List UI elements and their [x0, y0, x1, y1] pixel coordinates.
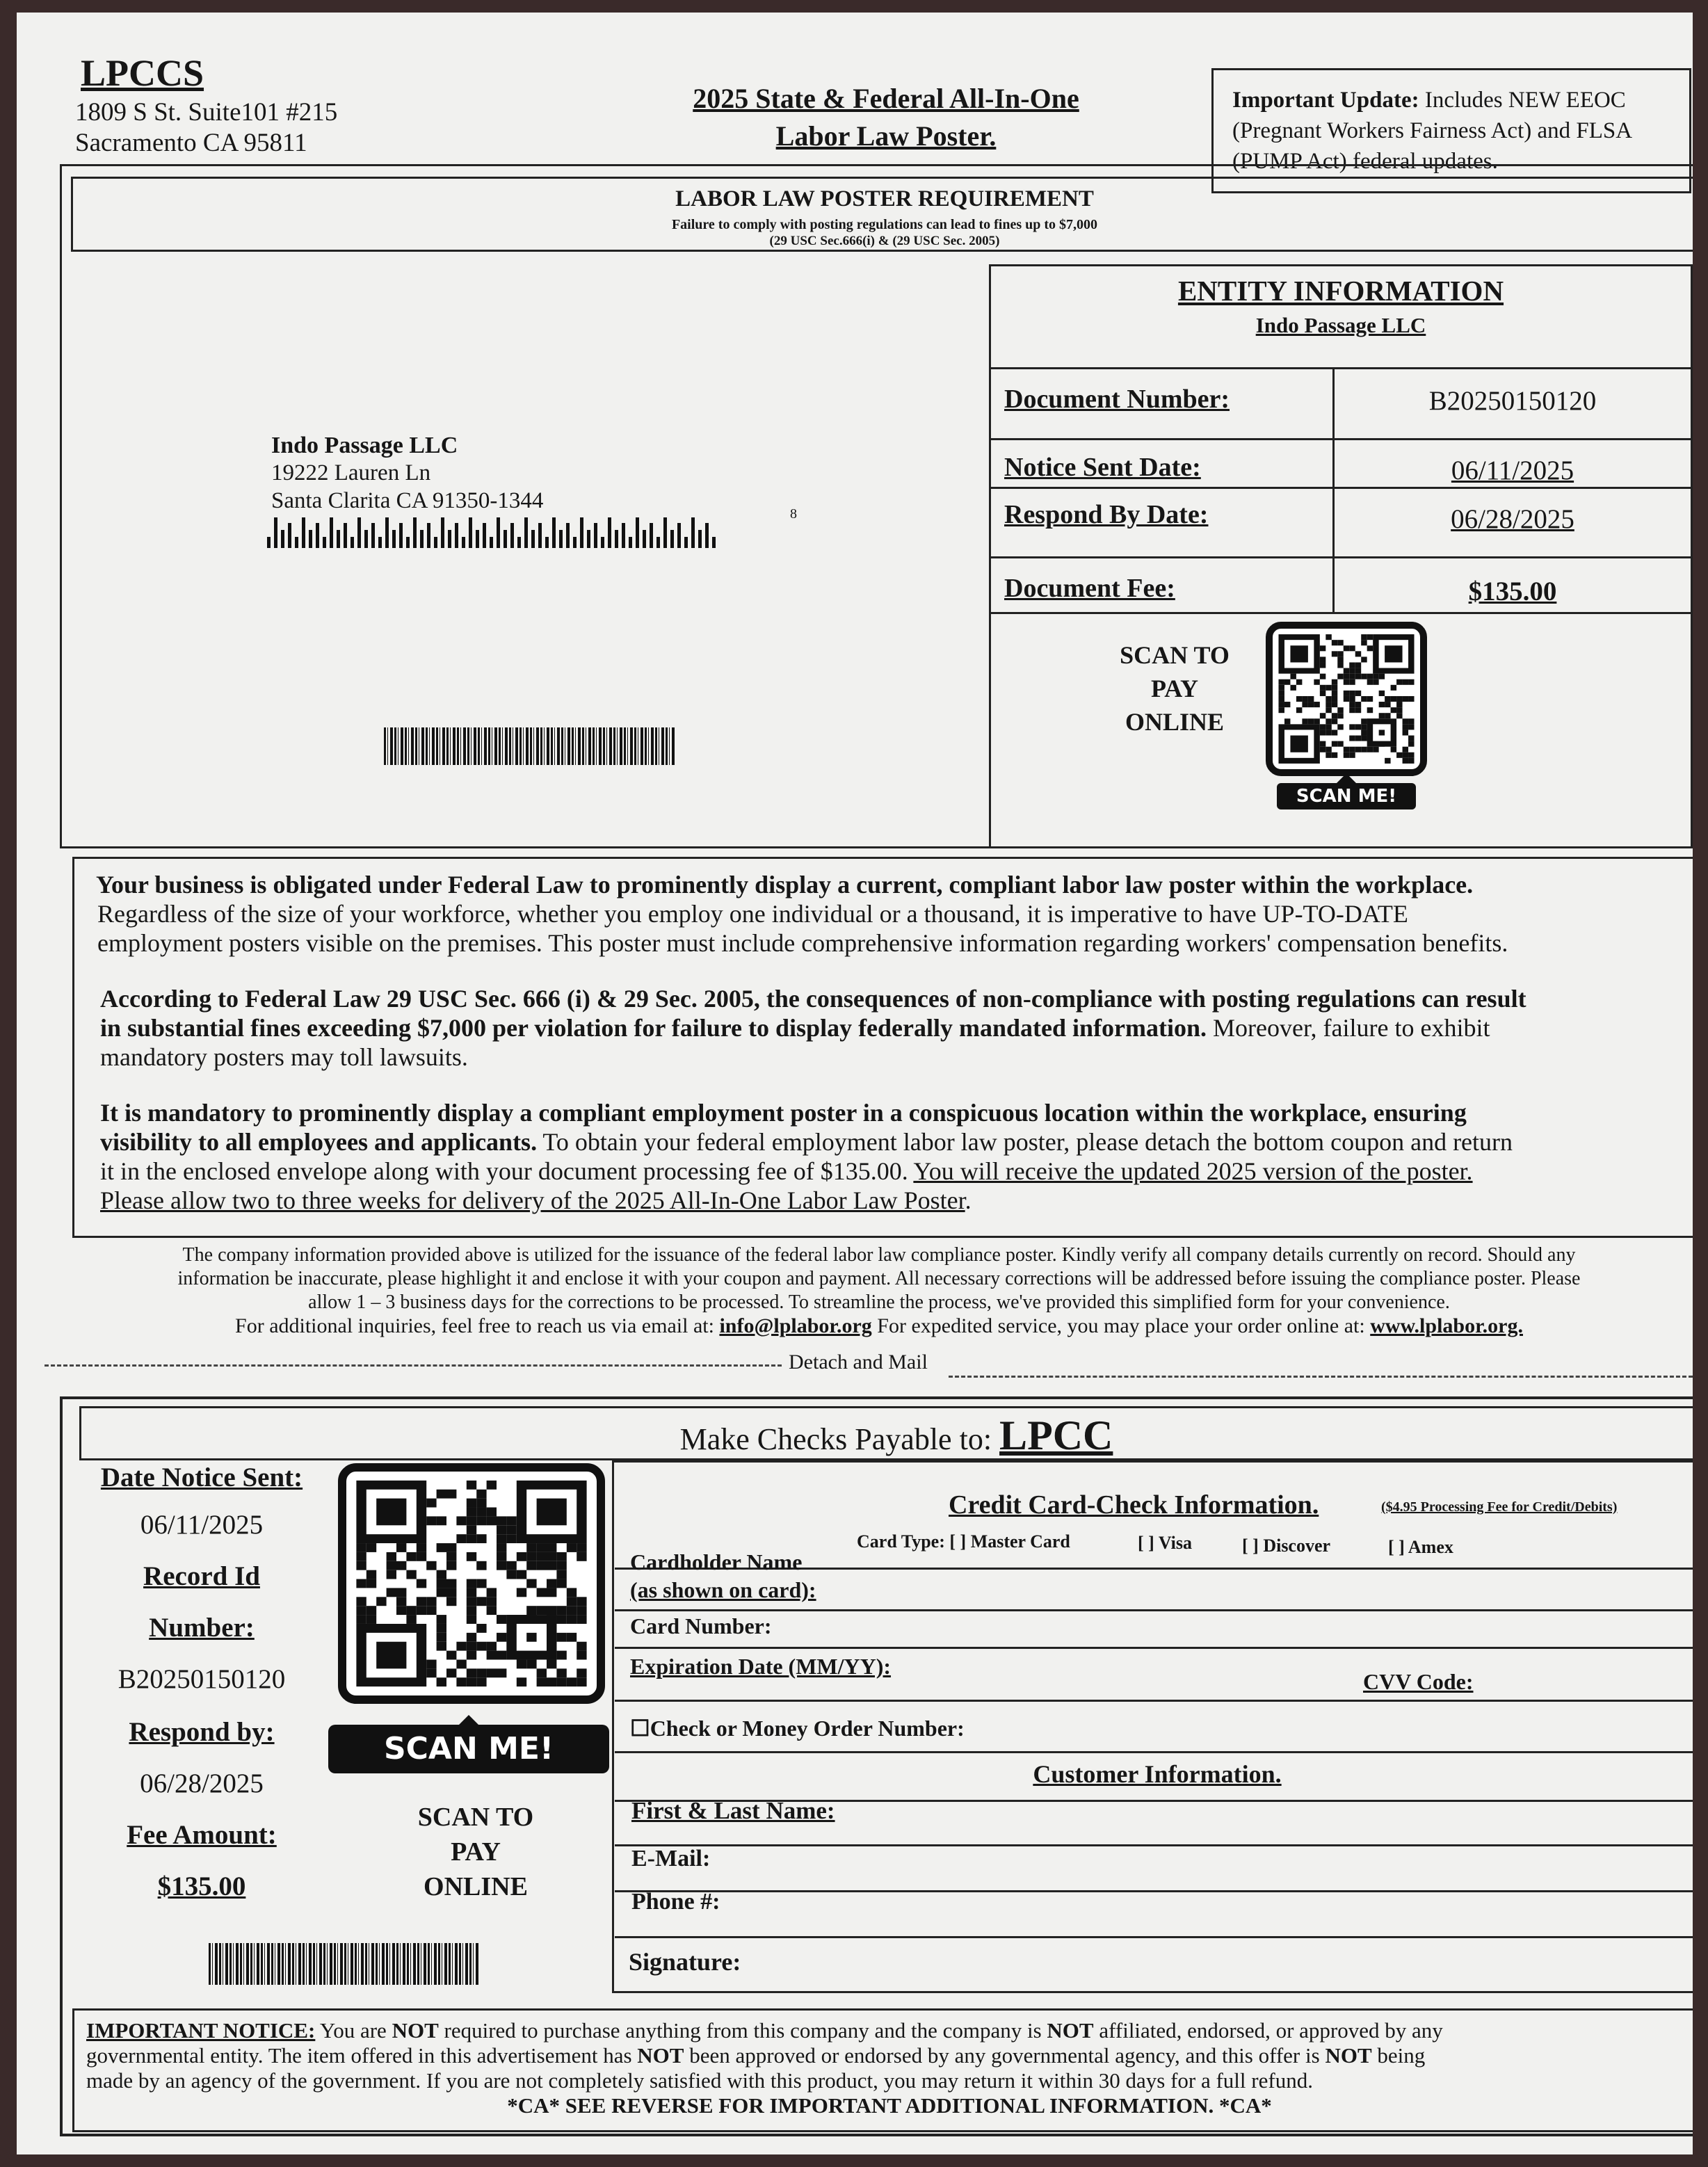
notice-not-2: NOT: [1047, 2018, 1094, 2043]
company-info-fine-print: [58, 1243, 1693, 1338]
expedited-text: For expedited service, you may place your order online at:: [871, 1314, 1371, 1337]
requirement-title: LABOR LAW POSTER REQUIREMENT: [675, 186, 1094, 211]
notice-text-2: required to purchase anything from this company and the company is: [438, 2018, 1047, 2043]
scan-text-1: SCAN TO: [1120, 641, 1230, 669]
phone-input[interactable]: [740, 1894, 1693, 1933]
important-update-text-2: (Pregnant Workers Fairness Act) and FLSA: [1232, 118, 1633, 143]
signature-input[interactable]: [768, 1940, 1693, 1989]
payable-name: LPCC: [999, 1412, 1113, 1458]
scan-to-pay-text-top: [1074, 638, 1275, 739]
email-label: E-Mail:: [631, 1846, 711, 1871]
entity-divider-2: [989, 438, 1693, 440]
coupon-fee-amount-value: $135.00: [157, 1871, 246, 1901]
notice-not-3: NOT: [637, 2043, 684, 2068]
paragraph-3-period: .: [965, 1186, 972, 1214]
recipient-name: Indo Passage LLC: [271, 433, 458, 458]
card-type-discover[interactable]: [ ] Discover: [1242, 1536, 1331, 1556]
notice-label: IMPORTANT NOTICE:: [86, 2018, 316, 2043]
fine-print-line-3: allow 1 – 3 business days for the corrections to be processed. To streamline the process, we've provided this simplified form for your convenience.: [308, 1291, 1450, 1313]
coupon-scan-text-3: ONLINE: [424, 1872, 528, 1901]
notice-line-4: *CA* SEE REVERSE FOR IMPORTANT ADDITIONAL INFORMATION. *CA*: [507, 2093, 1272, 2118]
form-line-8: [615, 1890, 1693, 1892]
paragraph-1-line-3: employment posters visible on the premises. This poster must include comprehensive information regarding workers' compensation benefits.: [97, 929, 1508, 957]
notice-not-4: NOT: [1325, 2043, 1372, 2068]
notice-sent-date-label: Notice Sent Date:: [1004, 453, 1201, 482]
important-notice-text: [86, 2018, 1693, 2118]
paragraph-3-line-4: [100, 1186, 972, 1215]
paragraph-3-normal: To obtain your federal employment labor law poster, please detach the bottom coupon and return: [537, 1128, 1513, 1156]
entity-company: Indo Passage LLC: [1255, 313, 1426, 337]
form-line-7: [615, 1844, 1693, 1846]
scan-me-badge-coupon: SCAN ME!: [328, 1725, 609, 1773]
card-type-mastercard[interactable]: Card Type: [ ] Master Card: [857, 1531, 1070, 1552]
entity-divider-4: [989, 556, 1693, 558]
postal-barcode: [267, 517, 716, 548]
document-fee-label: Document Fee:: [1004, 574, 1175, 603]
paragraph-3-receive-text: You will receive the updated 2025 version of the poster.: [913, 1157, 1473, 1185]
sender-address-line2: Sacramento CA 95811: [75, 129, 307, 157]
contact-email-link[interactable]: info@lplabor.org: [719, 1314, 872, 1337]
signature-label: Signature:: [629, 1948, 741, 1976]
email-input[interactable]: [726, 1848, 1693, 1887]
important-update-text-3: (PUMP Act) federal updates.: [1232, 149, 1498, 174]
coupon-record-id-label: Record Id: [143, 1561, 260, 1591]
card-number-label: Card Number:: [630, 1613, 772, 1638]
paragraph-3-fee-text: it in the enclosed envelope along with your document processing fee of $135.00.: [100, 1157, 914, 1185]
payment-qr-code-coupon[interactable]: [338, 1463, 605, 1704]
notice-text-6: being: [1371, 2043, 1426, 2068]
entity-divider-3: [989, 487, 1693, 489]
form-line-9: [615, 1936, 1693, 1938]
coupon-scan-text-1: SCAN TO: [417, 1803, 534, 1832]
paragraph-2-line-1: According to Federal Law 29 USC Sec. 666 (i) & 29 Sec. 2005, the consequences of non-compliance with posting regulations can result: [100, 985, 1526, 1013]
detach-and-mail-label: Detach and Mail: [786, 1351, 930, 1374]
expiration-date-input[interactable]: [942, 1651, 1331, 1693]
entity-divider-1: [989, 367, 1693, 369]
card-number-input[interactable]: [803, 1612, 1693, 1645]
paragraph-2-line-2: [100, 1014, 1490, 1042]
paragraph-3-line-3: [100, 1157, 1473, 1186]
notice-line-1: [86, 2018, 1693, 2043]
paragraph-1-line-1: Your business is obligated under Federal Law to prominently display a current, compliant labor law poster within the workplace.: [96, 871, 1474, 899]
cvv-code-input[interactable]: [1505, 1661, 1693, 1695]
cardholder-name-input[interactable]: [851, 1570, 1693, 1605]
scan-text-2: PAY: [1150, 675, 1198, 702]
recipient-address-line1: 19222 Lauren Ln: [271, 460, 431, 485]
scan-to-pay-text-coupon: [364, 1800, 587, 1904]
cardholder-name-sublabel: (as shown on card):: [630, 1577, 816, 1602]
important-update-label: Important Update:: [1232, 88, 1419, 113]
inquiry-text: For additional inquiries, feel free to reach us via email at:: [235, 1314, 720, 1337]
recipient-address-line2: Santa Clarita CA 91350-1344: [271, 488, 544, 513]
credit-card-title: Credit Card-Check Information.: [949, 1490, 1319, 1520]
coupon-record-id-value: B20250150120: [118, 1664, 286, 1694]
form-line-4: [615, 1700, 1693, 1702]
entity-info-title: ENTITY INFORMATION: [1177, 275, 1504, 307]
paragraph-2-bold: in substantial fines exceeding $7,000 per violation for failure to display federally mandated information.: [100, 1014, 1207, 1042]
coupon-date-notice-value: 06/11/2025: [140, 1510, 264, 1540]
important-update-text-1: Includes NEW EEOC: [1419, 88, 1626, 113]
coupon-respond-by-value: 06/28/2025: [140, 1769, 264, 1798]
coupon-respond-by-label: Respond by:: [129, 1717, 275, 1747]
sender-name: LPCCS: [81, 52, 204, 94]
coupon-scan-text-2: PAY: [451, 1837, 501, 1867]
customer-info-title: Customer Information.: [1033, 1760, 1282, 1788]
respond-by-date-value: 06/28/2025: [1451, 504, 1574, 534]
paragraph-1-line-2: Regardless of the size of your workforce, whether you employ one individual or a thousand, it is imperative to have UP-TO-DATE: [97, 900, 1408, 928]
poster-title-line2: Labor Law Poster.: [775, 120, 997, 152]
fine-print-line-4: [58, 1314, 1693, 1338]
postal-mark: 8: [790, 506, 797, 522]
coupon-barcode: [209, 1943, 480, 1985]
notice-text-4: governmental entity. The item offered in this advertisement has: [86, 2043, 638, 2068]
notice-line-2: [86, 2043, 1693, 2068]
expiration-date-label: Expiration Date (MM/YY):: [630, 1654, 892, 1679]
document-fee-value: $135.00: [1468, 577, 1557, 606]
paragraph-3-delivery-text: Please allow two to three weeks for delivery of the 2025 All-In-One Labor Law Poster: [100, 1186, 965, 1214]
notice-text-1: You are: [315, 2018, 392, 2043]
scan-text-3: ONLINE: [1125, 708, 1225, 736]
phone-label: Phone #:: [631, 1889, 720, 1915]
notice-not-1: NOT: [392, 2018, 439, 2043]
first-last-name-input[interactable]: [879, 1804, 1693, 1843]
processing-fee-note: ($4.95 Processing Fee for Credit/Debits): [1381, 1499, 1618, 1515]
important-update-text: [1232, 85, 1691, 177]
fine-print-line-2: information be inaccurate, please highlight it and enclose it with your coupon and payment. All necessary corrections will be addressed before issuing the compliance poster. Please: [177, 1268, 1581, 1289]
notice-document: [17, 13, 1693, 2154]
scan-me-badge-top: SCAN ME!: [1277, 783, 1416, 809]
requirement-line2: (29 USC Sec.666(i) & (29 USC Sec. 2005): [769, 234, 1000, 248]
form-line-3: [615, 1647, 1693, 1649]
check-money-order-input[interactable]: [1032, 1709, 1693, 1744]
payable-label: Make Checks Payable to:: [679, 1422, 1000, 1456]
sender-address-line1: 1809 S St. Suite101 #215: [75, 98, 338, 127]
notice-text-3: affiliated, endorsed, or approved by any: [1093, 2018, 1443, 2043]
entity-divider-5: [989, 612, 1693, 614]
paragraph-2-normal: Moreover, failure to exhibit: [1207, 1014, 1490, 1042]
paragraph-3-bold: visibility to all employees and applicants.: [100, 1128, 538, 1156]
paragraph-2-line-3: mandatory posters may toll lawsuits.: [100, 1043, 468, 1071]
requirement-line1: Failure to comply with posting regulations can lead to fines up to $7,000: [671, 217, 1098, 232]
check-money-order-label[interactable]: ☐Check or Money Order Number:: [630, 1716, 965, 1741]
mail-barcode: [384, 727, 675, 765]
notice-sent-date-value: 06/11/2025: [1451, 456, 1574, 485]
cardholder-name-label: Cardholder Name: [630, 1549, 803, 1574]
paragraph-3-line-2: [100, 1128, 1513, 1157]
paragraph-3-line-1: It is mandatory to prominently display a compliant employment poster in a conspicuous location within the workplace, ensuring: [100, 1099, 1467, 1127]
notice-line-3: made by an agency of the government. If you are not completely satisfied with this product, you may return it within 30 days for a full refund.: [86, 2068, 1313, 2093]
make-checks-payable: [79, 1412, 1693, 1460]
cvv-code-label: CVV Code:: [1363, 1669, 1474, 1694]
card-type-visa[interactable]: [ ] Visa: [1138, 1533, 1192, 1553]
coupon-date-notice-label: Date Notice Sent:: [100, 1463, 303, 1492]
detach-line-right: [949, 1376, 1693, 1378]
poster-title-line1: 2025 State & Federal All-In-One: [693, 83, 1079, 114]
notice-text-5: been approved or endorsed by any governmental agency, and this offer is: [684, 2043, 1326, 2068]
form-line-2: [615, 1609, 1693, 1611]
fine-print-line-1: The company information provided above is utilized for the issuance of the federal labor law compliance poster. Kindly verify all company details currently on record. Should any: [182, 1244, 1576, 1266]
first-last-name-label: First & Last Name:: [631, 1797, 835, 1824]
form-line-5: [615, 1751, 1693, 1753]
website-link[interactable]: www.lplabor.org.: [1370, 1314, 1523, 1337]
coupon-record-number-label: Number:: [149, 1613, 255, 1643]
document-number-label: Document Number:: [1004, 385, 1230, 414]
document-number-value: B20250150120: [1428, 386, 1597, 416]
coupon-fee-amount-label: Fee Amount:: [127, 1820, 277, 1850]
payment-qr-code-top[interactable]: [1266, 622, 1427, 776]
respond-by-date-label: Respond By Date:: [1004, 500, 1209, 529]
detach-line-left: [45, 1364, 782, 1367]
card-type-amex[interactable]: [ ] Amex: [1388, 1537, 1453, 1557]
